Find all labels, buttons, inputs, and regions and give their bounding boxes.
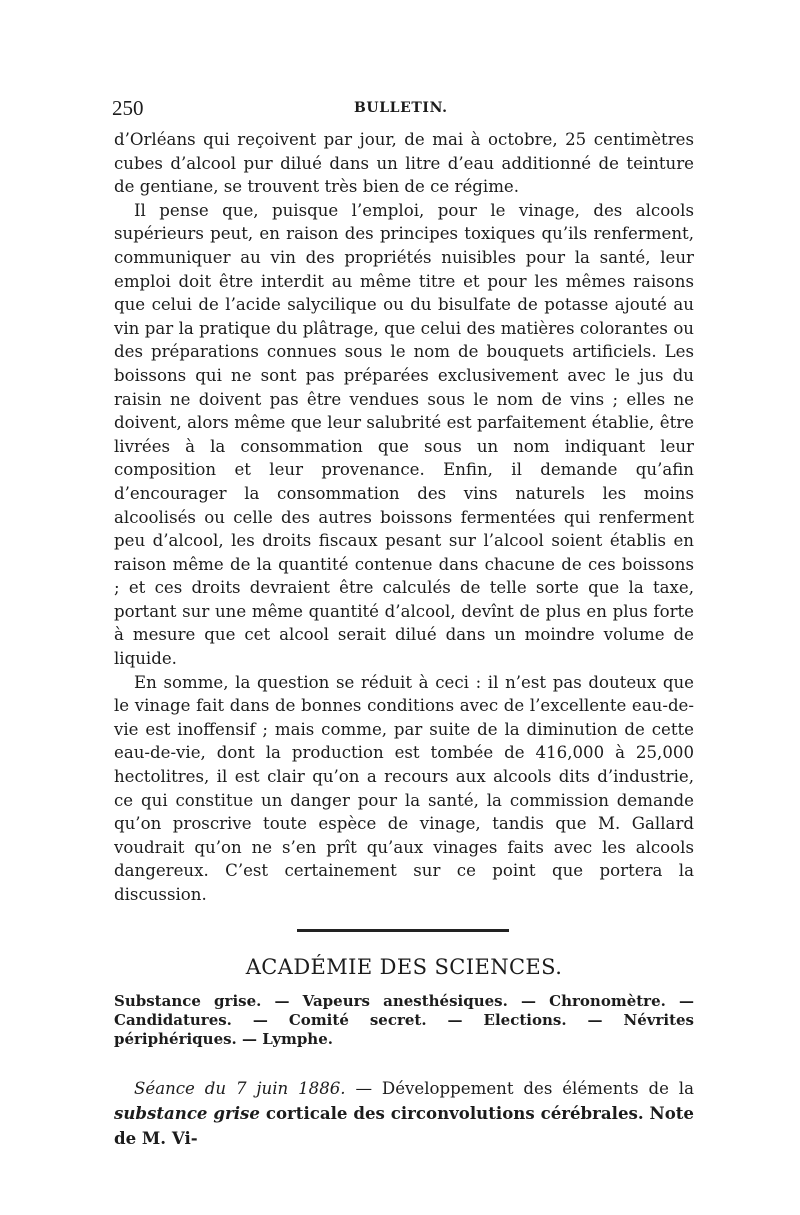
paragraph-2: Il pense que, puisque l’emploi, pour le vinage, des alcools supérieurs peut, en raison des principes toxiques qu’ils renferment, communiquer au vin des propriétés nuisibles pour la santé, leur emploi doit être interdit au même titre et pour les mêmes raisons que celui de l’acide salycilique ou du bisulfate de potasse ajouté au vin par la pratique du plâtrage, que celui des matières colorantes ou des préparations connues sous le nom de bouquets artificiels. Les boissons qui ne sont pas préparées exclusivement avec le jus du raisin ne doivent pas être vendues sous le nom de vins ; elles ne doivent, alors même que leur salubrité est parfaitement établie, être livrées à la consommation que sous un nom indiquant leur composition et leur provenance. Enfin, il demande qu’afin d’encourager la consommation des vins naturels les moins alcoolisés ou celle des autres boissons fermentées qui renferment peu d’alcool, les droits fiscaux pesant sur l’alcool soient établis en raison même de la quantité contenue dans chacune de ces boissons ; et ces droits devraient être calculés de telle sorte que la taxe, portant sur une même quantité d’alcool, devînt de plus en plus forte à mesure que cet alcool serait dilué dans un moindre volume de liquide.	[114, 200, 694, 669]
page-header	[112, 96, 694, 126]
seance-text-1: — Développement des éléments de la	[345, 1079, 694, 1098]
running-head: BULLETIN.	[354, 100, 448, 116]
seance-date: Séance du 7 juin 1886.	[134, 1079, 346, 1098]
body-text	[114, 128, 694, 907]
page-number: 250	[112, 96, 144, 120]
seance-text-2: corticale des circonvolutions cérébrales. Note de M. Vi-	[114, 1103, 694, 1148]
seance-term: substance grise	[114, 1103, 260, 1123]
section-title: ACADÉMIE DES SCIENCES.	[245, 955, 563, 979]
paragraph-3: En somme, la question se réduit à ceci : il n’est pas douteux que le vinage fait dans de bonnes conditions avec de l’excellente eau-de-vie est inoffensif ; mais comme, par suite de la diminution de cette eau-de-vie, dont la production est tombée de 416,000 à 25,000 hectolitres, il est clair qu’on a recours aux alcools dits d’industrie, ce qui constitue un danger pour la santé, la commission demande qu’on proscrive toute espèce de vinage, tandis que M. Gallard voudrait qu’on ne s’en prît qu’aux vinages faits avec les alcools dangereux. C’est certainement sur ce point que portera la discussion.	[114, 672, 694, 904]
section-divider	[297, 929, 509, 932]
seance-paragraph	[114, 1077, 694, 1151]
paragraph-1: d’Orléans qui reçoivent par jour, de mai à octobre, 25 centimètres cubes d’alcool pur dilué dans un litre d’eau additionné de teinture de gentiane, se trouvent très bien de ce régime.	[114, 130, 694, 197]
section-summary: Substance grise. — Vapeurs anesthésiques. — Chronomètre. — Candidatures. — Comité secret. — Elections. — Névrites périphériques. — Lymphe.	[114, 992, 694, 1048]
